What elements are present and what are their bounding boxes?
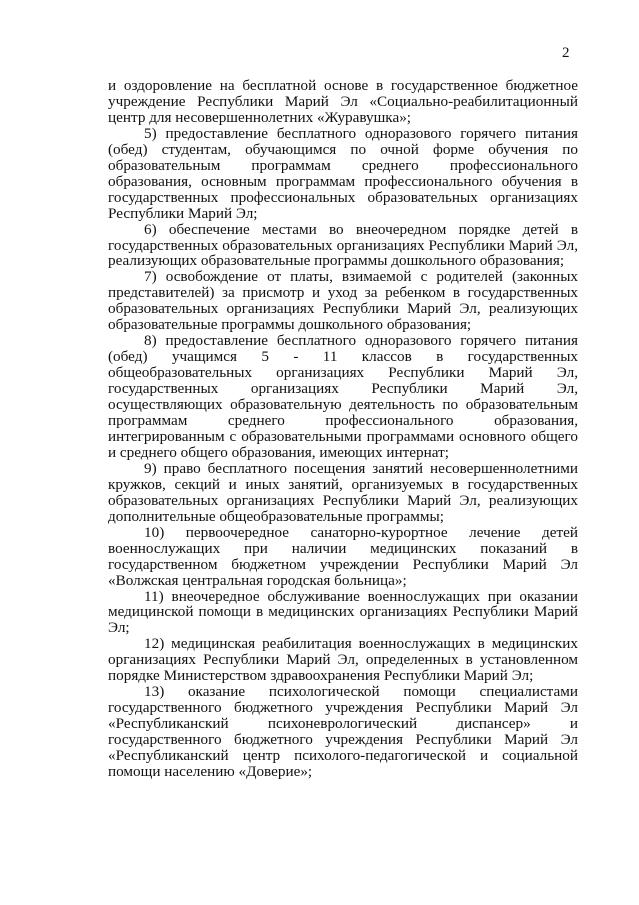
document-body [108, 78, 578, 780]
paragraph: 11) внеочередное обслуживание военнослужащих при оказании медицинской помощи в медицинских организациях Республики Марий Эл; [108, 587, 578, 637]
paragraph: 9) право бесплатного посещения занятий несовершеннолетними кружков, секций и иных занятий, организуемых в государственных образовательных организациях Республики Марий Эл, реализующих дополнительные общеобразовательные программы; [108, 459, 578, 525]
paragraph: 10) первоочередное санаторно-курортное лечение детей военнослужащих при наличии медицинских показаний в государственном бюджетном учреждении Республики Марий Эл «Волжская центральная городская больница»; [108, 523, 578, 589]
paragraph: 5) предоставление бесплатного одноразового горячего питания (обед) студентам, обучающимся по очной форме обучения по образовательным программам среднего профессионального образования, основным программам профессионального обучения в государственных профессиональных образовательных организациях Республики Марий Эл; [108, 124, 578, 222]
page-number: 2 [562, 45, 570, 61]
paragraph: 8) предоставление бесплатного одноразового горячего питания (обед) учащимся 5 - 11 классов в государственных общеобразовательных организациях Республики Марий Эл, государственных организациях Республики Марий Эл, осуществляющих образовательную деятельность по образовательным программам среднего профессионального образования, интегрированным с образовательными программами основного общего и среднего общего образования, имеющих интернат; [108, 332, 578, 461]
paragraph: 12) медицинская реабилитация военнослужащих в медицинских организациях Республики Марий Эл, определенных в установленном порядке Министерством здравоохранения Республики Марий Эл; [108, 635, 578, 685]
paragraph: 13) оказание психологической помощи специалистами государственного бюджетного учреждения Республики Марий Эл «Республиканский психоневрологический диспансер» и государственного бюджетного учреждения Республики Марий Эл «Республиканский центр психолого-педагогической и социальной помощи населению «Доверие»; [108, 683, 578, 780]
paragraph: 6) обеспечение местами во внеочередном порядке детей в государственных образовательных организациях Республики Марий Эл, реализующих образовательные программы дошкольного образования; [108, 220, 578, 270]
paragraph: и оздоровление на бесплатной основе в государственное бюджетное учреждение Республики Марий Эл «Социально-реабилитационный центр для несовершеннолетних «Журавушка»; [108, 77, 578, 126]
paragraph: 7) освобождение от платы, взимаемой с родителей (законных представителей) за присмотр и уход за ребенком в государственных образовательных организациях Республики Марий Эл, реализующих образовательные программы дошкольного образования; [108, 268, 578, 334]
